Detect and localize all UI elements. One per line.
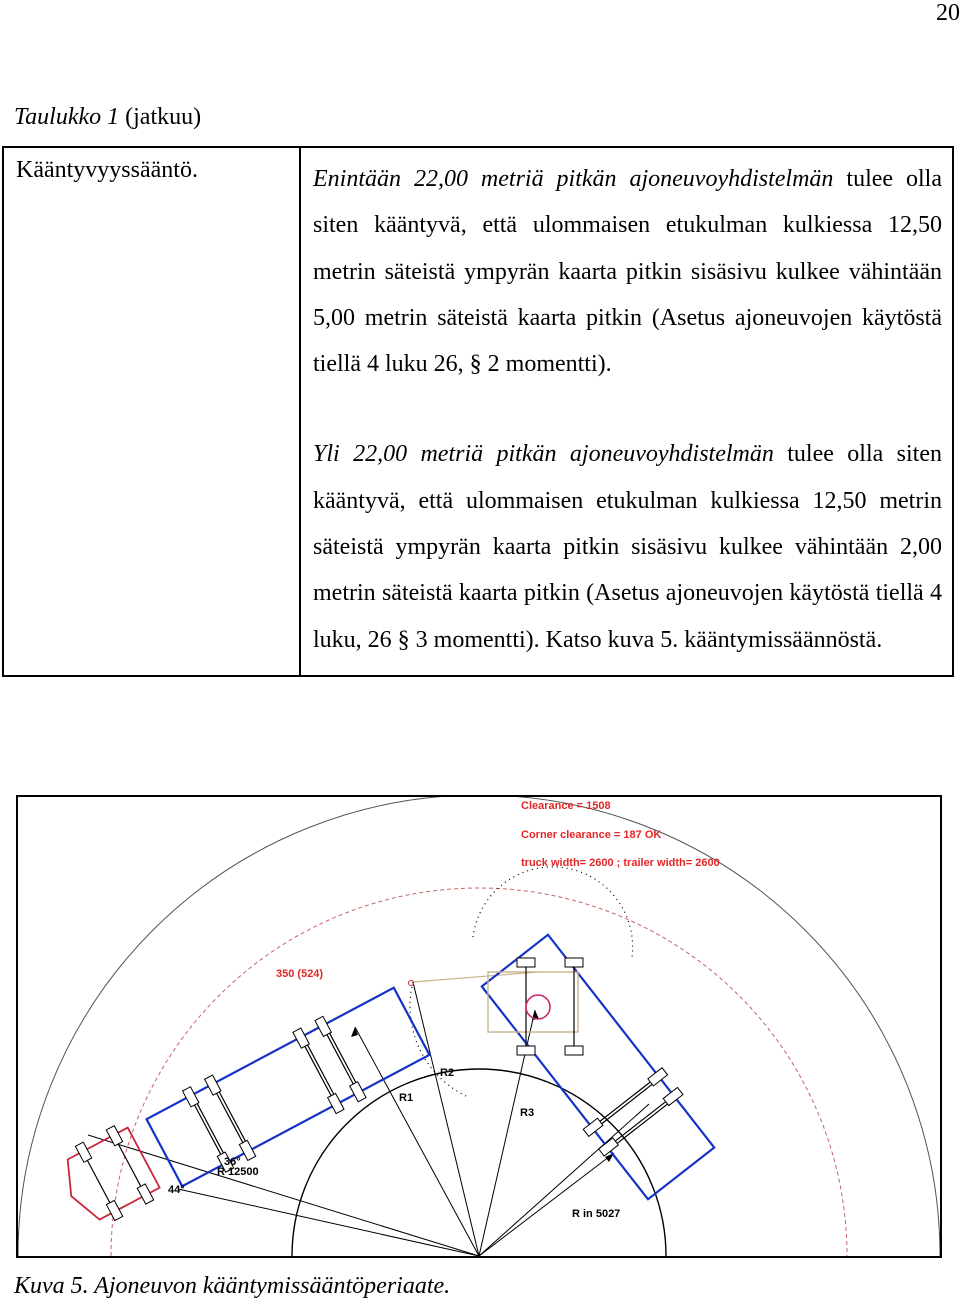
label-44: 44° [168,1184,185,1196]
label-r2: R2 [440,1067,455,1079]
wheel [239,1140,255,1160]
wheel [517,1046,535,1055]
trailer-wheels [183,1016,367,1172]
info-widths: truck width= 2600 ; trailer width= 2600 [521,857,720,869]
arrowhead [351,1027,358,1037]
table-row [3,147,953,676]
dotted-arc-left [410,982,468,1097]
wheel [565,1046,583,1055]
rule-paragraph-2 [313,431,942,662]
label-r-outer: R 12500 [217,1166,259,1178]
tractor [488,958,583,1055]
wheel [106,1200,122,1220]
rule-text-cell [300,147,953,676]
rule-name-cell: Kääntyvyyssääntö. [3,147,300,676]
table-caption [14,104,201,131]
front-vehicle [52,1121,164,1234]
rules-table [2,146,954,677]
right-truck-axles [600,1082,668,1143]
wheel [517,958,535,967]
wheel [328,1093,344,1113]
label-350: 350 (524) [276,968,324,980]
tractor-body [488,972,578,1032]
info-clearance: Clearance = 1508 [521,800,611,812]
wheel [350,1082,366,1102]
rule-paragraph-2-text: tulee olla siten kääntyvä, että ulommaisen etukulman kulkiessa 12,50 metrin säteistä ympyrän kaarta pitkin sisäsivu kulkee vähintään 2,00 metrin säteistä kaarta pitkin (Asetus ajoneuvojen käytöstä tiellä 4 luku, 26 § 3 momentti). Katso kuva 5. kääntymissäännöstä. [313,441,942,653]
rule-paragraph-1-text: tulee olla siten kääntyvä, että ulommaisen etukulman kulkiessa 12,50 metrin säteistä ympyrän kaarta pitkin sisäsivu kulkee vähintään 5,00 metrin säteistä kaarta pitkin (Asetus ajoneuvojen käytöstä tiellä 4 luku 26, § 2 momentti). [313,166,942,378]
wheel [106,1126,122,1146]
wheel [137,1184,153,1204]
wheel [565,958,583,967]
rule-paragraph-1 [313,156,942,387]
king-pin-circle [526,995,550,1019]
radius-line-inner [479,1104,649,1256]
turning-diagram [16,795,942,1258]
wheel [293,1028,309,1048]
wheel [205,1075,221,1095]
table-caption-suffix: (jatkuu) [119,104,202,130]
label-36: 36° [224,1156,241,1168]
front-vehicle-wheels [75,1126,153,1221]
label-r1: R1 [399,1092,414,1104]
rule-paragraph-2-italic: Yli 22,00 metriä pitkän ajoneuvoyhdistelmän [313,441,774,468]
right-truck [475,930,720,1204]
wheel [183,1087,199,1107]
page-number: 20 [936,0,960,26]
wheel [75,1142,91,1162]
trailer [143,981,433,1194]
label-r-in: R in 5027 [572,1208,621,1220]
radius-line-trailer-rear [178,1189,479,1256]
radius-lines [88,982,649,1256]
rule-paragraph-1-italic: Enintään 22,00 metriä pitkän ajoneuvoyhdistelmän [313,166,834,192]
right-truck-body [482,935,714,1199]
r1-dashed-arc [111,888,847,1256]
coupling-line [413,972,538,982]
info-corner-clearance: Corner clearance = 187 OK [521,829,662,841]
table-caption-label: Taulukko 1 [14,104,120,130]
front-vehicle-body [55,1128,159,1227]
outer-circle-arc [18,797,940,1256]
wheel [315,1016,331,1036]
radius-line-r2 [413,982,479,1256]
figure-caption: Kuva 5. Ajoneuvon kääntymissääntöperiaate. [14,1273,451,1299]
turning-diagram-svg [18,797,940,1256]
label-r3: R3 [520,1107,535,1119]
